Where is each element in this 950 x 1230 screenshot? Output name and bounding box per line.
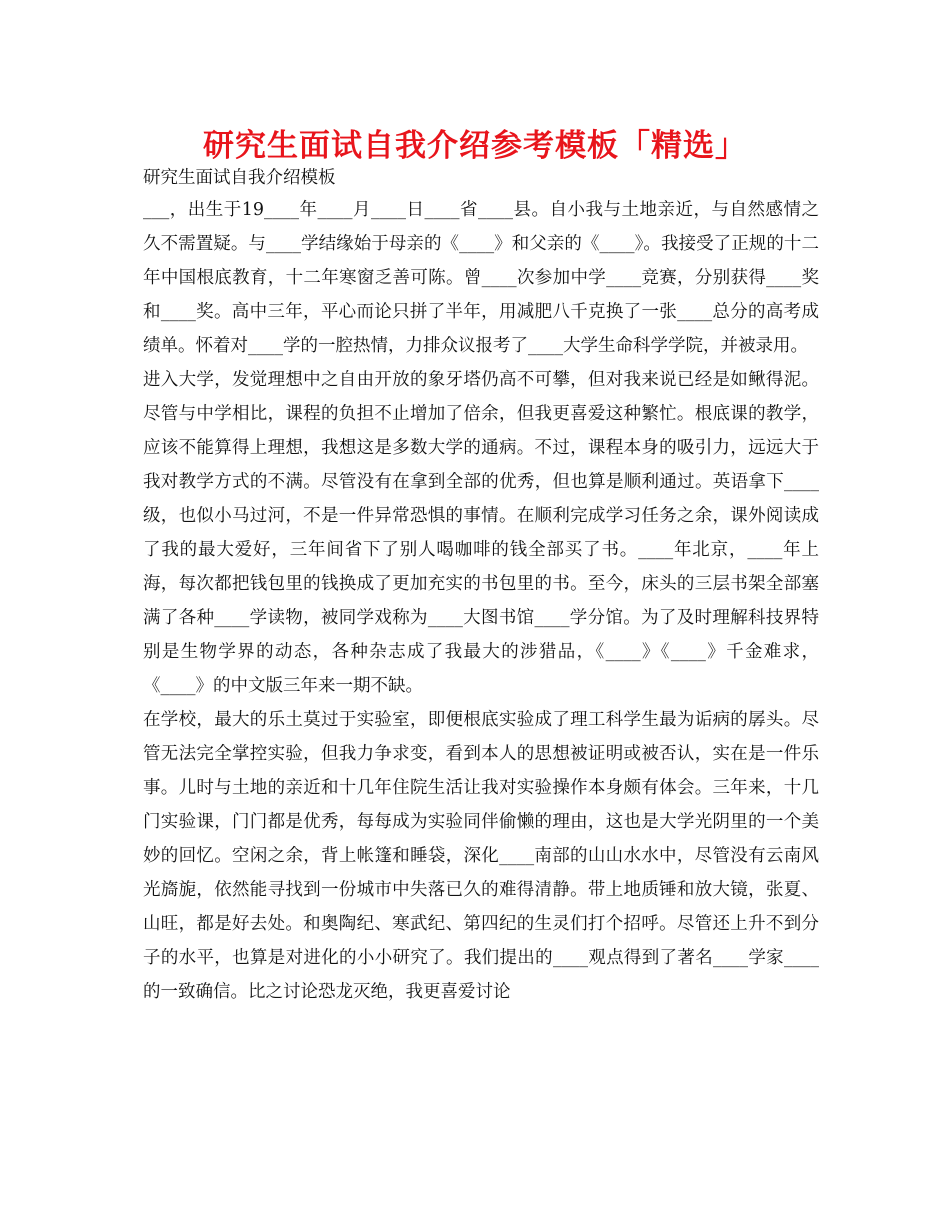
document-title: 研究生面试自我介绍参考模板「精选」	[203, 128, 747, 164]
paragraph-3: 在学校，最大的乐土莫过于实验室，即便根底实验成了理工科学生最为诟病的孱头。尽管无法完全掌控实验，但我力争求变，看到本人的思想被证明或被否认，实在是一件乐事。儿时与土地的亲近和十几年住院生活让我对实验操作本身颇有体会。三年来，十几门实验课，门门都是优秀，每每成为实验同伴偷懒的理由，这也是大学光阴里的一个美妙的回忆。空闲之余，背上帐篷和睡袋，深化____南部的山山水水中，尽管没有云南风光旖旎，依然能寻找到一份城市中失落已久的难得清静。带上地质锤和放大镜，张夏、山旺，都是好去处。和奥陶纪、寒武纪、第四纪的生灵们打个招呼。尽管还上升不到分子的水平，也算是对进化的小小研究了。我们提出的____观点得到了著名____学家____的一致确信。比之讨论恐龙灭绝，我更喜爱讨论	[143, 710, 819, 1002]
paragraph-2: 进入大学，发觉理想中之自由开放的象牙塔仍高不可攀，但对我来说已经是如鳅得泥。尽管与中学相比，课程的负担不止增加了倍余，但我更喜爱这种繁忙。根底课的教学，应该不能算得上理想，我想这是多数大学的通病。不过，课程本身的吸引力，远远大于我对教学方式的不满。尽管没有在拿到全部的优秀，但也算是顺利通过。英语拿下____级，也似小马过河，不是一件异常恐惧的事情。在顺利完成学习任务之余，课外阅读成了我的最大爱好，三年间省下了别人喝咖啡的钱全部买了书。____年北京，____年上海，每次都把钱包里的钱换成了更加充实的书包里的书。至今，床头的三层书架全部塞满了各种____学读物，被同学戏称为____大图书馆____学分馆。为了及时理解科技界特别是生物学界的动态，各种杂志成了我最大的涉猎品，《____》《____》千金难求，《____》的中文版三年来一期不缺。	[143, 370, 819, 696]
document-body	[143, 163, 819, 1009]
document-subtitle: 研究生面试自我介绍模板	[143, 168, 336, 188]
paragraph-1: ___，出生于19____年____月____日____省____县。自小我与土地亲近，与自然感情之久不需置疑。与____学结缘始于母亲的《____》和父亲的《____》。我接受了正规的十二年中国根底教育，十二年寒窗乏善可陈。曾____次参加中学____竞赛，分别获得____奖和____奖。高中三年，平心而论只拼了半年，用减肥八千克换了一张____总分的高考成绩单。怀着对____学的一腔热情，力排众议报考了____大学生命科学学院，并被录用。	[143, 200, 819, 356]
